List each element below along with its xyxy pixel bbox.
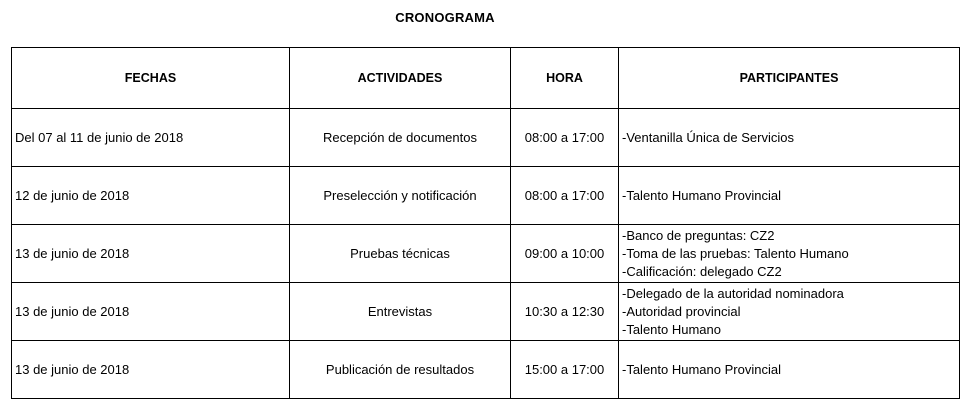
cell-fecha: 13 de junio de 2018 xyxy=(12,225,290,283)
participant-line: -Banco de preguntas: CZ2 xyxy=(622,227,775,243)
cell-participantes xyxy=(619,167,960,225)
participant-line: -Delegado de la autoridad nominadora xyxy=(622,285,844,301)
cell-participantes xyxy=(619,341,960,399)
table-row xyxy=(12,225,960,283)
table-row xyxy=(12,341,960,399)
table-row xyxy=(12,109,960,167)
column-header-participantes: PARTICIPANTES xyxy=(619,48,960,109)
participant-line: -Ventanilla Única de Servicios xyxy=(622,129,794,145)
schedule-table xyxy=(11,47,960,399)
column-header-hora: HORA xyxy=(511,48,619,109)
participant-line: -Autoridad provincial xyxy=(622,303,741,319)
cell-fecha: 13 de junio de 2018 xyxy=(12,283,290,341)
cell-participantes xyxy=(619,283,960,341)
cell-fecha: Del 07 al 11 de junio de 2018 xyxy=(12,109,290,167)
participant-line: -Calificación: delegado CZ2 xyxy=(622,263,782,279)
cell-actividad: Preselección y notificación xyxy=(290,167,511,225)
participant-line: -Toma de las pruebas: Talento Humano xyxy=(622,245,849,261)
cell-actividad: Entrevistas xyxy=(290,283,511,341)
cell-actividad: Publicación de resultados xyxy=(290,341,511,399)
column-header-actividades: ACTIVIDADES xyxy=(290,48,511,109)
participant-line: -Talento Humano Provincial xyxy=(622,361,781,377)
cell-actividad: Recepción de documentos xyxy=(290,109,511,167)
table-row xyxy=(12,167,960,225)
cell-fecha: 12 de junio de 2018 xyxy=(12,167,290,225)
column-header-fechas: FECHAS xyxy=(12,48,290,109)
header-row xyxy=(12,48,960,109)
cell-hora: 10:30 a 12:30 xyxy=(511,283,619,341)
participant-line: -Talento Humano Provincial xyxy=(622,187,781,203)
cell-hora: 09:00 a 10:00 xyxy=(511,225,619,283)
cell-hora: 15:00 a 17:00 xyxy=(511,341,619,399)
cell-participantes xyxy=(619,109,960,167)
cell-actividad: Pruebas técnicas xyxy=(290,225,511,283)
cell-participantes xyxy=(619,225,960,283)
cell-hora: 08:00 a 17:00 xyxy=(511,167,619,225)
page-title: CRONOGRAMA xyxy=(395,10,495,25)
table-row xyxy=(12,283,960,341)
participant-line: -Talento Humano xyxy=(622,321,721,337)
cell-hora: 08:00 a 17:00 xyxy=(511,109,619,167)
cell-fecha: 13 de junio de 2018 xyxy=(12,341,290,399)
